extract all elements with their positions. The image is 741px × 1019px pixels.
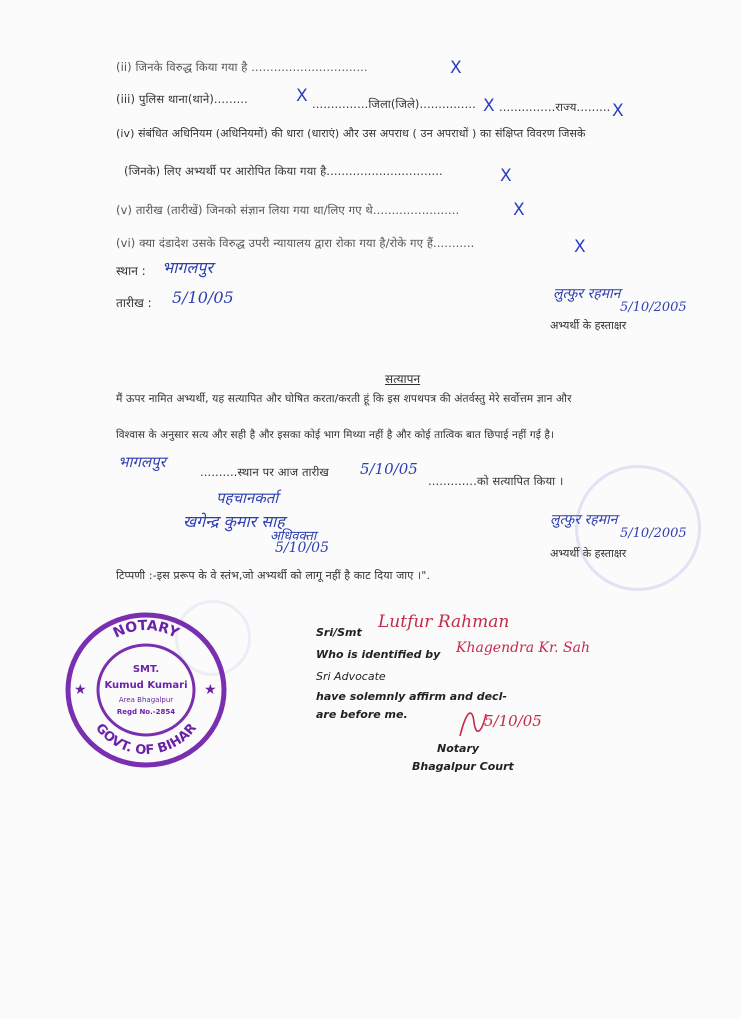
note-line: टिप्पणी :-इस प्ररूप के वे स्तंभ,जो अभ्यर्थी को लागू नहीं है काट दिया जाए ।".: [116, 569, 431, 582]
stamp-line-4: Regd No.-2854: [116, 708, 176, 716]
notary-identified-name: Khagendra Kr. Sah: [456, 640, 591, 656]
stamp-bottom-text: GOVT. OF BIHAR: [92, 720, 200, 759]
stamp-line-1: SMT.: [132, 664, 160, 675]
item-v-line: (v) तारीख (तारीखें) जिनको संज्ञान लिया गया था/लिए गए थे.......................: [116, 203, 460, 217]
identifier-title: पहचानकर्ता: [216, 489, 279, 507]
identifier-date: 5/10/05: [275, 540, 329, 556]
notary-name: Lutfur Rahman: [378, 612, 510, 632]
notary-sri-label: Sri/Smt: [316, 626, 362, 639]
date-value: 5/10/05: [172, 288, 234, 307]
stamp-star-right: ★: [204, 682, 217, 698]
verification-line-3-end: .............को सत्यापित किया ।: [428, 474, 564, 488]
stamp-line-2: Kumud Kumari: [104, 680, 188, 691]
item-vi-line: (vi) क्या दंडादेश उसके विरुद्ध उपरी न्यायालय द्वारा रोका गया है/रोके गए हैं...........: [116, 236, 475, 250]
officer-signature-top: लुत्फुर रहमान: [553, 286, 621, 302]
stamp-star-left: ★: [74, 682, 87, 698]
officer-signature-bottom: लुत्फुर रहमान: [550, 512, 618, 528]
item-iv-line2: (जिनके) लिए अभ्यर्थी पर आरोपित किया गया है...............................: [124, 164, 443, 178]
notary-affirm-2: are before me.: [316, 708, 408, 721]
cross-mark-2: X: [296, 86, 308, 106]
item-iii-prefix: (iii) पुलिस थाना(थाने).........: [116, 92, 248, 106]
verification-date: 5/10/05: [360, 460, 418, 478]
officer-date-bottom: 5/10/2005: [620, 526, 687, 541]
notary-advocate: Sri Advocate: [316, 670, 386, 683]
verification-line-1: मैं ऊपर नामित अभ्यर्थी, यह सत्यापित और घोषित करता/करती हूं कि इस शपथपत्र की अंतर्वस्तु मेरे सर्वोत्तम ज्ञान और: [116, 392, 572, 405]
date-label: तारीख :: [116, 296, 152, 310]
verification-line-3-mid: ..........स्थान पर आज तारीख: [200, 465, 329, 479]
cross-mark-4: X: [612, 101, 624, 121]
verification-heading: सत्यापन: [385, 372, 421, 386]
item-ii-line: (ii) जिनके विरुद्ध किया गया है ...............................: [116, 60, 368, 74]
item-iv-line1: (iv) संबंधित अधिनियम (अधिनियमों) की धारा (धाराएं) और उस अपराध ( उन अपराधों ) का संक्षिप्त विवरण जिसके: [116, 127, 586, 140]
cross-mark-3: X: [483, 96, 495, 116]
notary-signature-scribble: [452, 702, 492, 742]
officer-caption-top: अभ्यर्थी के हस्ताक्षर: [550, 319, 627, 332]
notary-title: Notary: [437, 742, 480, 755]
stamp-top-text: NOTARY: [110, 617, 182, 642]
stamp-line-3: Area Bhagalpur: [118, 696, 174, 704]
notary-affirm-1: have solemnly affirm and decl-: [316, 690, 507, 703]
cross-mark-7: X: [574, 237, 586, 257]
place-value: भागलपुर: [162, 258, 213, 277]
notary-sign-date: 5/10/05: [484, 712, 542, 730]
identifier-role: अधिवक्ता: [270, 529, 317, 544]
item-iii-suffix: ...............राज्य.........: [499, 100, 611, 114]
notary-identified-label: Who is identified by: [316, 648, 441, 661]
item-iii-mid: ...............जिला(जिले)...............: [312, 97, 476, 111]
identifier-name: खगेन्द्र कुमार साह: [183, 512, 285, 531]
verification-line-2: विश्वास के अनुसार सत्य और सही है और इसका कोई भाग मिथ्या नहीं है और कोई तात्विक बात छिपाई नहीं गई है।: [116, 429, 555, 441]
cross-mark-5: X: [500, 166, 512, 186]
notary-court: Bhagalpur Court: [412, 760, 514, 773]
officer-date-top: 5/10/2005: [620, 300, 687, 315]
verification-place: भागलपुर: [118, 453, 166, 471]
place-label: स्थान :: [116, 264, 146, 278]
notary-stamp: [62, 610, 230, 770]
cross-mark-6: X: [513, 200, 525, 220]
officer-caption-bottom: अभ्यर्थी के हस्ताक्षर: [550, 547, 627, 560]
cross-mark-1: X: [450, 58, 462, 78]
